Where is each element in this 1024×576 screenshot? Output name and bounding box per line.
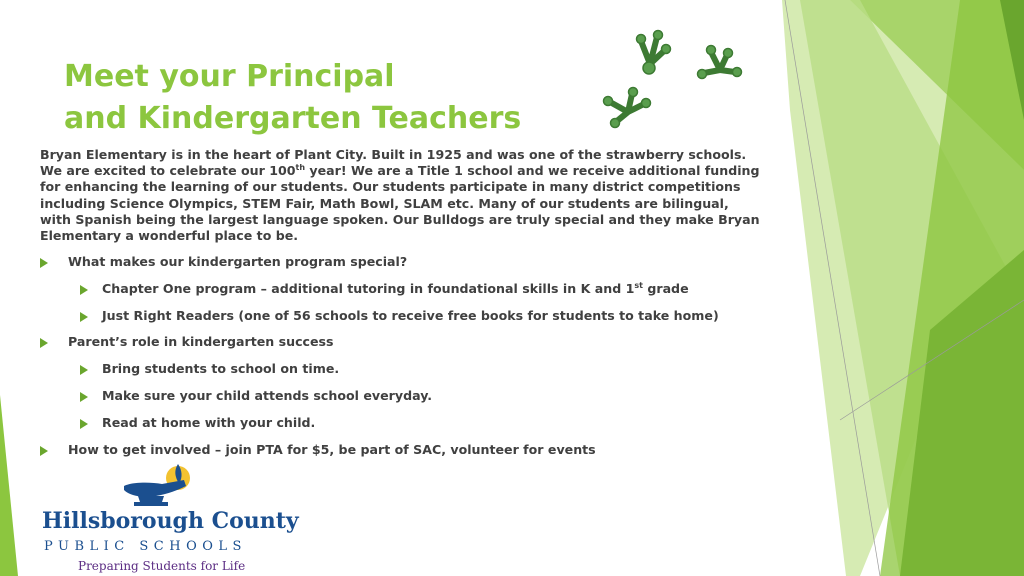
- list-item: [40, 252, 407, 272]
- bullet-arrow-icon: [80, 392, 88, 402]
- list-item-text: What makes our kindergarten program special?: [68, 254, 408, 269]
- logo-subtitle: PUBLIC SCHOOLS: [44, 539, 247, 554]
- title-line-2: and Kindergarten Teachers: [64, 101, 522, 136]
- list-item: [80, 386, 432, 406]
- list-item-text: Read at home with your child.: [102, 415, 316, 430]
- list-item-text: Parent’s role in kindergarten success: [68, 334, 334, 349]
- list-item-text: How to get involved – join PTA for $5, be part of SAC, volunteer for events: [68, 442, 596, 457]
- intro-text-continued: year! We are a Title 1 school and we receive additional funding for enhancing the learning of our students. Our students participate in many district competitions including Science Olympics, STEM Fair, Math Bowl, SLAM etc. Many of our students are bilingual, with Spanish being the largest language spoken. Our Bulldogs are truly special and they make Bryan Elementary a wonderful place to be.: [40, 163, 760, 244]
- title-line-1: Meet your Principal: [64, 59, 395, 94]
- list-item-text-continued: grade: [642, 281, 689, 296]
- logo-tagline: Preparing Students for Life: [78, 559, 246, 573]
- bullet-arrow-icon: [80, 419, 88, 429]
- list-item: [80, 413, 315, 433]
- district-logo: [38, 460, 299, 576]
- list-item: [80, 306, 719, 326]
- frog-foot-icon: [637, 31, 671, 75]
- list-item-text: Chapter One program – additional tutoring in foundational skills in K and 1: [102, 281, 635, 296]
- lamp-of-learning-icon: [38, 460, 288, 510]
- frog-foot-icon: [604, 88, 651, 128]
- bullet-arrow-icon: [40, 446, 48, 456]
- bullet-arrow-icon: [80, 312, 88, 322]
- page-title: [64, 56, 521, 140]
- intro-paragraph: [40, 147, 760, 244]
- list-item: [80, 279, 689, 299]
- bullet-arrow-icon: [80, 365, 88, 375]
- intro-text: Bryan Elementary is in the heart of Plant City. Built in 1925 and was one of the strawberry schools. We are excited to celebrate our 100: [40, 147, 747, 179]
- list-item-text: Bring students to school on time.: [102, 361, 340, 376]
- bullet-arrow-icon: [40, 258, 48, 268]
- list-item: [40, 440, 596, 460]
- frog-foot-icon: [698, 46, 742, 79]
- intro-superscript: th: [295, 163, 306, 173]
- list-item-text: Just Right Readers (one of 56 schools to receive free books for students to take home): [102, 308, 719, 323]
- list-item-superscript: st: [634, 280, 643, 290]
- list-item: [40, 332, 334, 352]
- list-item: [80, 359, 339, 379]
- bullet-arrow-icon: [80, 285, 88, 295]
- list-item-text: Make sure your child attends school everyday.: [102, 388, 433, 403]
- bullet-arrow-icon: [40, 338, 48, 348]
- logo-name: Hillsborough County: [42, 508, 299, 534]
